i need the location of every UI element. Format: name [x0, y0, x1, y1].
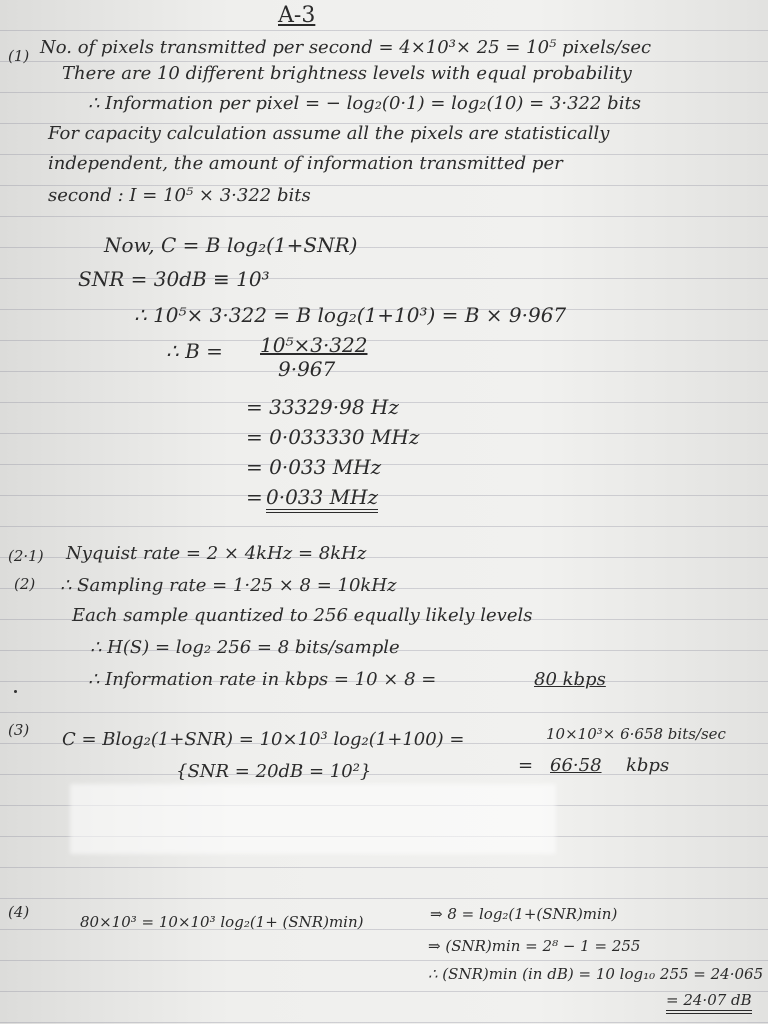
s1-final-eq: =	[246, 485, 263, 509]
s1-line1: No. of pixels transmitted per second = 4×10³× 25 = 10⁵ pixels/sec	[40, 37, 652, 58]
s1-b-label: ∴ B =	[166, 339, 223, 363]
s1-b-numerator: 10⁵×3·322	[260, 333, 368, 357]
s4-final-answer: = 24·07 dB	[666, 992, 752, 1014]
s4-equation: 80×10³ = 10×10³ log₂(1+ (SNR)min)	[80, 913, 364, 931]
s3-answer-eq: =	[518, 755, 534, 776]
s4-log-equation: ⇒ 8 = log₂(1+(SNR)min)	[430, 905, 618, 923]
section-4-label: (4)	[8, 903, 30, 921]
s2-info-rate: ∴ Information rate in kbps = 10 × 8 =	[88, 669, 437, 690]
s4-snr-min: ⇒ (SNR)min = 2⁸ − 1 = 255	[428, 937, 641, 955]
s1-capacity-formula: Now, C = B log₂(1+SNR)	[104, 233, 358, 257]
s1-line4: For capacity calculation assume all the pixels are statistically	[48, 123, 610, 144]
s3-snr: {SNR = 20dB = 10²}	[176, 761, 372, 782]
s1-equation: ∴ 10⁵× 3·322 = B log₂(1+10³) = B × 9·967	[134, 303, 567, 327]
s1-line3: ∴ Information per pixel = − log₂(0·1) = log₂(10) = 3·322 bits	[88, 93, 641, 114]
s3-capacity: C = Blog₂(1+SNR) = 10×10³ log₂(1+100) =	[62, 729, 465, 750]
section-3-label: (3)	[8, 721, 30, 739]
s1-result-mhz-rounded: = 0·033 MHz	[246, 455, 382, 479]
section-1-label: (1)	[8, 47, 30, 65]
s1-snr: SNR = 30dB ≡ 10³	[78, 267, 270, 291]
erased-smudge	[70, 784, 556, 854]
s3-answer-value: 66·58	[550, 755, 602, 776]
s1-line2: There are 10 different brightness levels with equal probability	[62, 63, 632, 84]
section-2-label: (2)	[14, 575, 36, 593]
s2-nyquist: Nyquist rate = 2 × 4kHz = 8kHz	[66, 543, 367, 564]
s1-result-hz: = 33329·98 Hz	[246, 395, 399, 419]
s1-result-mhz: = 0·033330 MHz	[246, 425, 420, 449]
s4-snr-db: ∴ (SNR)min (in dB) = 10 log₁₀ 255 = 24·065	[428, 965, 764, 983]
s2-quantized: Each sample quantized to 256 equally likely levels	[72, 605, 533, 626]
s2-info-rate-answer: 80 kbps	[534, 669, 606, 690]
s1-line5: independent, the amount of information transmitted per	[48, 153, 563, 174]
s3-answer-unit: kbps	[626, 755, 670, 776]
page-title: A-3	[278, 3, 316, 28]
s1-b-denominator: 9·967	[278, 357, 336, 381]
section-2-1-label: (2·1)	[8, 547, 44, 565]
s2-entropy: ∴ H(S) = log₂ 256 = 8 bits/sample	[90, 637, 400, 658]
pen-dot	[14, 690, 17, 693]
s1-line6: second : I = 10⁵ × 3·322 bits	[48, 185, 311, 206]
s3-capacity-value: 10×10³× 6·658 bits/sec	[546, 725, 726, 743]
s1-final-answer: 0·033 MHz	[266, 486, 378, 513]
s2-sampling: ∴ Sampling rate = 1·25 × 8 = 10kHz	[60, 575, 397, 596]
